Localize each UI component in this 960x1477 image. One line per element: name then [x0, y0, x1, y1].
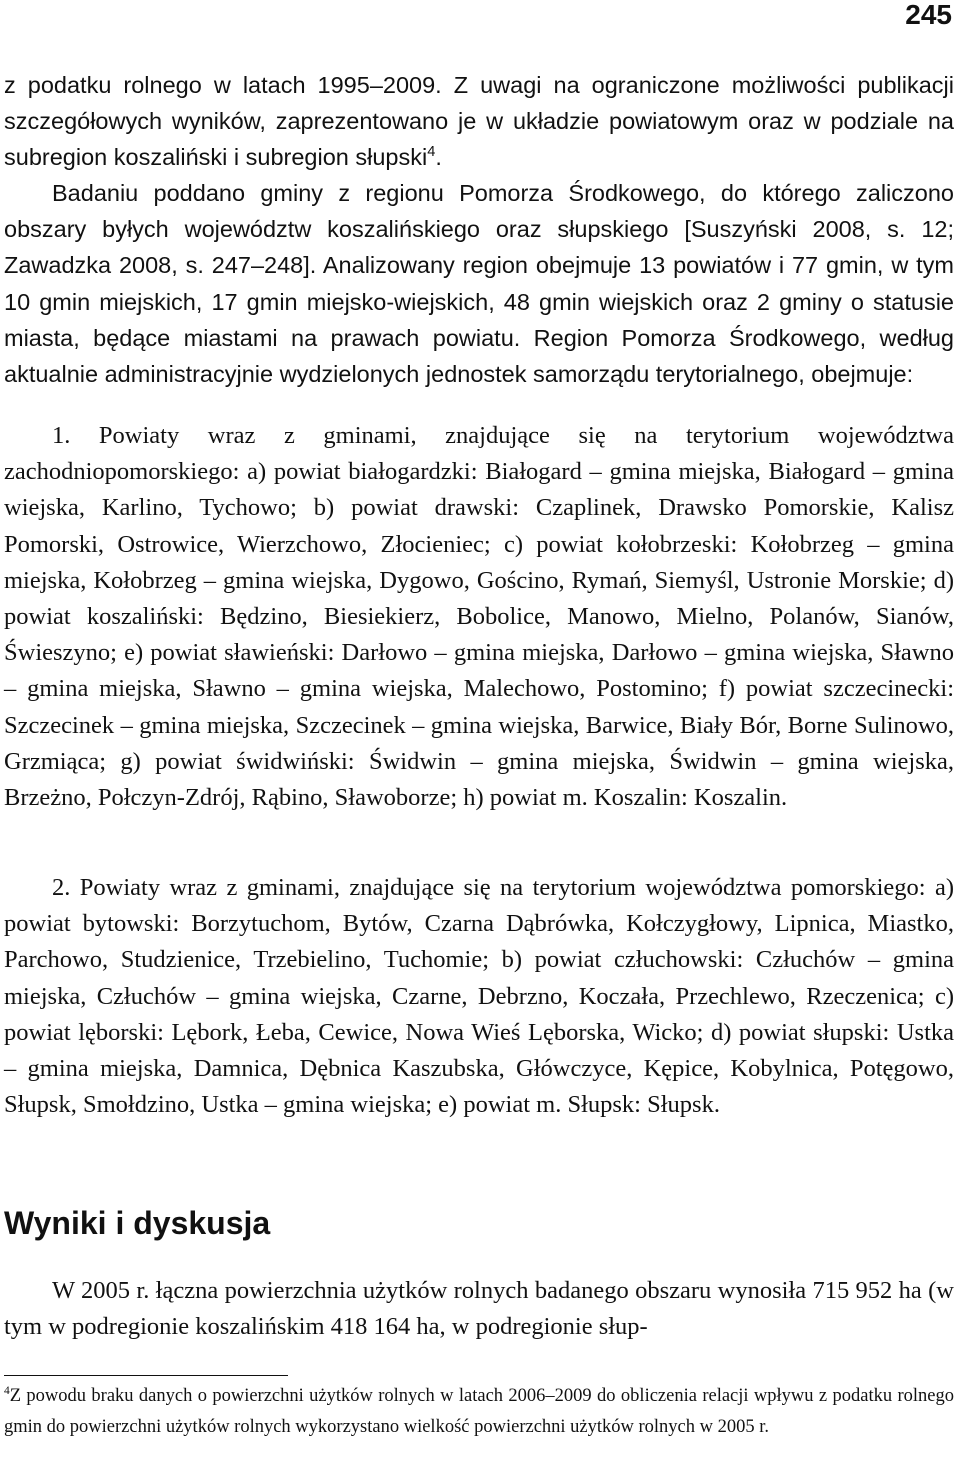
results-paragraph: W 2005 r. łączna powierzchnia użytków rolnych badanego obszaru wynosiła 715 952 ha (w tym w podregionie koszalińskim 418 164 ha, w podregionie słup- [4, 1277, 954, 1341]
list-item-pomeranian: 2. Powiaty wraz z gminami, znajdujące się na terytorium województwa pomorskiego: a) powiat bytowski: Borzytuchom, Bytów, Czarna Dąbrówka, Kołczygłowy, Lipnica, Miastko, Parchowo, Studzienice, Trzebielino, Tuchomie; b) powiat człuchowski: Człuchów – gmina miejska, Człuchów – gmina wiejska, Czarne, Debrzno, Koczała, Przechlewo, Rzeczenica; c) powiat lęborski: Lębork, Łeba, Cewice, Nowa Wieś Lęborska, Wicko; d) powiat słupski: Ustka – gmina miejska, Damnica, Dębnica Kaszubska, Główczyce, Kępice, Kobylnica, Potęgowo, Słupsk, Smołdzino, Ustka – gmina wiejska; e) powiat m. Słupsk: Słupsk. [4, 874, 954, 1119]
footnote-marker: 4 [4, 1384, 10, 1397]
footnote-separator [4, 1375, 288, 1376]
section-heading: Wyniki i dyskusja [4, 1205, 271, 1241]
region-paragraph: Badaniu poddano gminy z regionu Pomorza Środkowego, do którego zaliczono obszary byłych województw koszalińskiego oraz słupskiego [Suszyński 2008, s. 12; Zawadzka 2008, s. 247–248]. Analizowany region obejmuje 13 powiatów i 77 gmin, w tym 10 gmin miejskich, 17 gmin miejsko-wiejskich, 48 gmin wiejskich oraz 2 gminy o statusie miasta, będące miastami na prawach powiatu. Region Pomorza Środkowego, według aktualnie administracyjnie wydzielonych jednostek samorządu terytorialnego, obejmuje: [4, 180, 954, 388]
intro-paragraph [4, 67, 954, 176]
footnote [4, 1381, 954, 1443]
list-item-west-pomeranian: 1. Powiaty wraz z gminami, znajdujące się na terytorium województwa zachodniopomorskiego: a) powiat białogardzki: Białogard – gmina miejska, Białogard – gmina wiejska, Karlino, Tychowo; b) powiat drawski: Czaplinek, Drawsko Pomorskie, Kalisz Pomorski, Ostrowice, Wierzchowo, Złocieniec; c) powiat kołobrzeski: Kołobrzeg – gmina miejska, Kołobrzeg – gmina wiejska, Dygowo, Gościno, Rymań, Siemyśl, Ustronie Morskie; d) powiat koszaliński: Będzino, Biesiekierz, Bobolice, Manowo, Mielno, Polanów, Sianów, Świeszyno; e) powiat sławieński: Darłowo – gmina miejska, Darłowo – gmina wiejska, Sławno – gmina miejska, Sławno – gmina wiejska, Malechowo, Postomino; f) powiat szczecinecki: Szczecinek – gmina miejska, Szczecinek – gmina wiejska, Barwice, Biały Bór, Borne Sulinowo, Grzmiąca; g) powiat świdwiński: Świdwin – gmina miejska, Świdwin – gmina wiejska, Brzeżno, Połczyn-Zdrój, Rąbino, Sławoborze; h) powiat m. Koszalin: Koszalin. [4, 422, 954, 812]
page-number: 245 [905, 0, 952, 30]
footnote-reference: 4 [427, 144, 436, 161]
footnote-text: Z powodu braku danych o powierzchni użytków rolnych w latach 2006–2009 do obliczenia relacji wpływu z podatku rolnego gmin do powierzchni użytków rolnych wykorzystano wielkość powierzchni użytków rolnych w 2005 r. [4, 1386, 954, 1437]
intro-end: . [435, 144, 442, 171]
intro-text: z podatku rolnego w latach 1995–2009. Z uwagi na ograniczone możliwości publikacji szczegółowych wyników, zaprezentowano je w układzie powiatowym oraz w podziale na subregion koszaliński i subregion słupski [4, 72, 954, 171]
